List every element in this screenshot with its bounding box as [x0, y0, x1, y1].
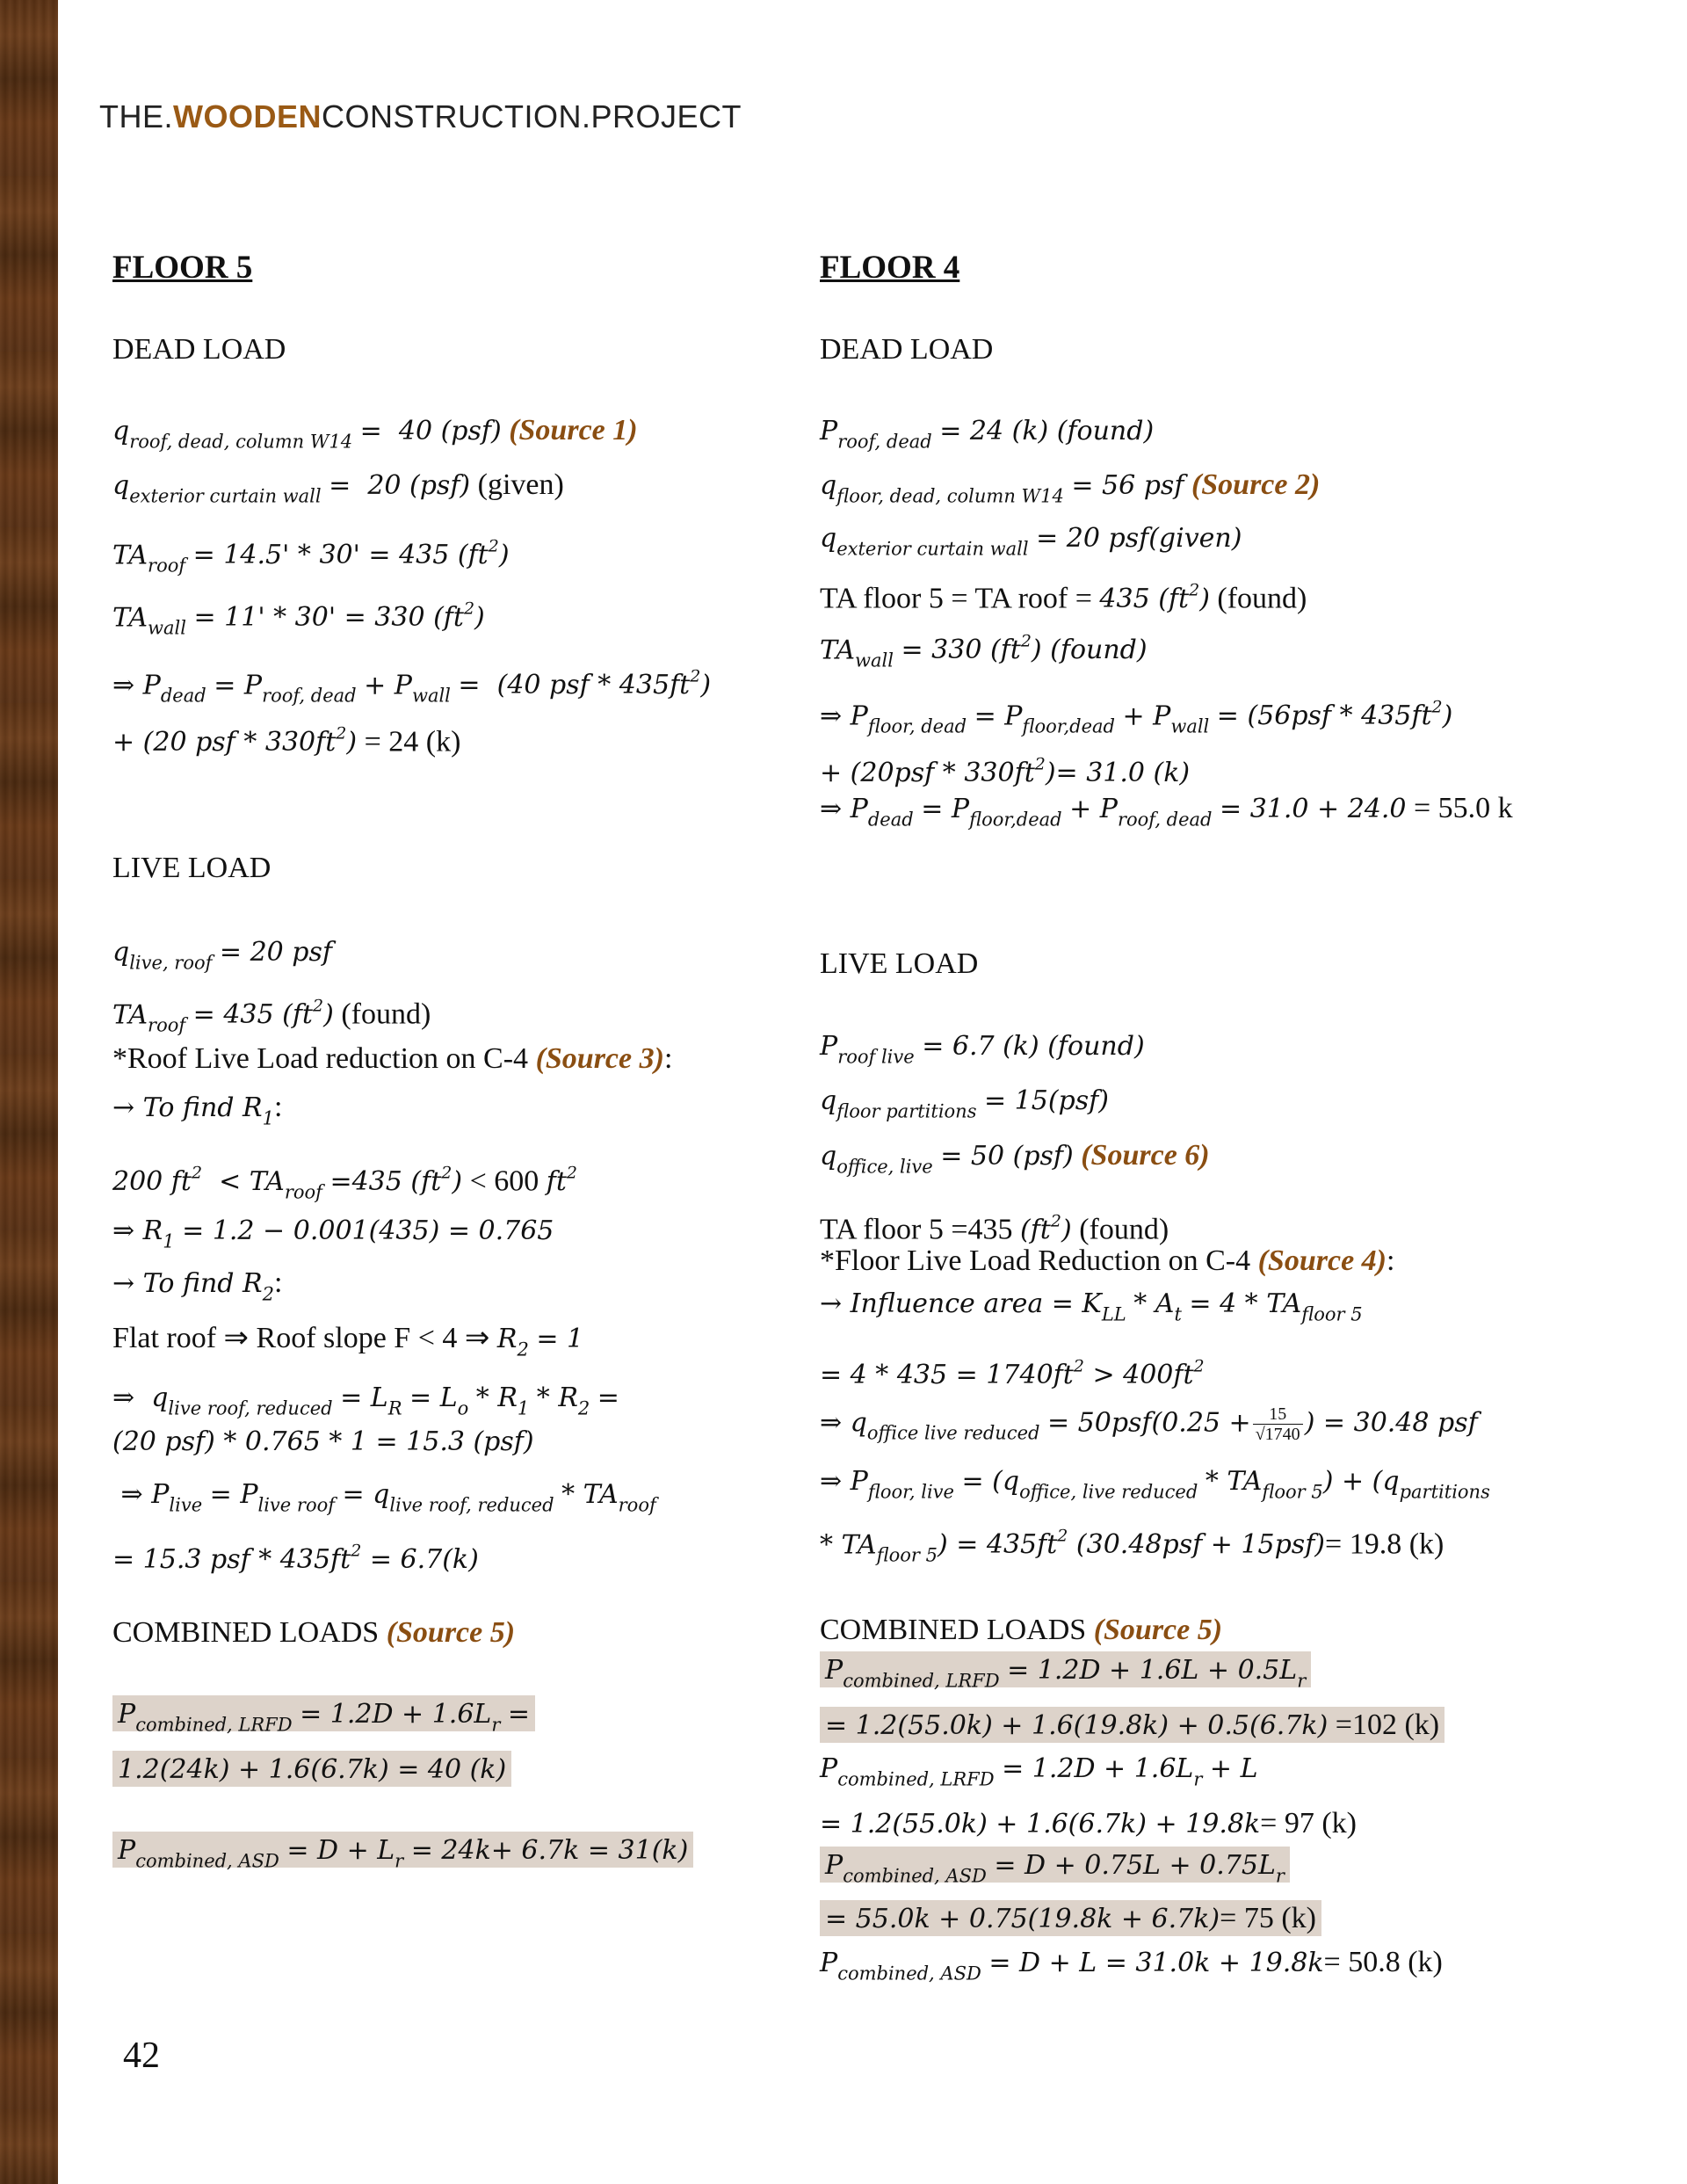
eq-q-floor-partitions: $q_{floor partitions} = 15(psf)$	[820, 1085, 1109, 1122]
eq-r1: ⇒ $R_1 = 1.2 - 0.001(435) = 0.765$	[112, 1215, 554, 1252]
eq-q-roof-dead: $q_{roof, dead, column W14} = 40$ (psf) (Source 1)	[112, 414, 638, 453]
eq-p-floor-dead-2: + $(20psf * 330ft^2)= 31.0$ (k)	[820, 755, 1191, 789]
floor5-dead-load-title: DEAD LOAD	[112, 333, 286, 366]
roof-live-reduction-text: *Roof Live Load reduction on C-4 (Source 3):	[112, 1042, 673, 1075]
eq-f4-lrfd1-a: $P_{combined, LRFD} = 1.2D + 1.6L + 0.5L_r$	[820, 1652, 1311, 1698]
eq-r2: Flat roof ⇒ Roof slope F < 4 ⇒ $R_2 = 1$	[112, 1322, 584, 1360]
eq-p-dead-2: + (20 psf * $330ft^2) = 24$ (k)	[112, 724, 461, 758]
eq-ta-floor5: TA floor 5 = TA roof = 435 $(ft^2)$ (found)	[820, 581, 1307, 615]
eq-lrfd-1: $P_{combined, LRFD} = 1.2D + 1.6L_r$ =	[112, 1696, 535, 1742]
eq-q-office-reduced: ⇒ $q_{office live reduced} = 50psf(0.25$ + $\frac{15}{√1740}$ ) = 30.48 psf	[820, 1404, 1478, 1444]
eq-p-floor-live-1: ⇒ $P_{floor, live} = (q_{office, live reduced} * TA_{floor 5}) + (q_{partitions}$	[820, 1466, 1490, 1503]
eq-ta-range: 200 $ft^2 < TA_{roof} =435$ $(ft^2) < 600$ $ft^2$	[112, 1164, 578, 1203]
eq-ta-floor5-live: TA floor 5 =435 $(ft^2)$ (found)	[820, 1212, 1169, 1246]
eq-p-live-1: ⇒ $P_{live} = P_{live roof} = q_{live roof, reduced} * TA_{roof}$	[112, 1479, 656, 1516]
eq-f4-lrfd1-b: = 1.2(55.0k) + 1.6(19.8k) + 0.5(6.7k) =102 (k)	[820, 1708, 1444, 1744]
floor-live-reduction-text: *Floor Live Load Reduction on C-4 (Source 4):	[820, 1244, 1395, 1277]
eq-ta-wall-4: $TA_{wall} = 330$ $(ft^2)$ (found)	[820, 632, 1148, 671]
eq-p-floor-dead-1: ⇒ $P_{floor, dead} = P_{floor,dead} + P_{wall} = (56psf * 435ft^2)$	[820, 698, 1453, 737]
eq-q-live-reduced-2: (20 psf) * 0.765 * 1 = 15.3 (psf)	[112, 1426, 534, 1457]
eq-asd: $P_{combined, ASD} = D + L_r = 24k+ 6.7k = 31(k)$	[112, 1832, 693, 1878]
eq-p-floor-live-2: * $TA_{floor 5}) = 435ft^2$ (30.48psf + 15psf)= 19.8 (k)	[820, 1527, 1444, 1566]
page-number: 42	[123, 2035, 160, 2076]
eq-p-live-2: = 15.3 psf * $435ft^2 = 6.7(k)$	[112, 1542, 479, 1576]
to-find-r2: → To find $R_2$:	[112, 1266, 283, 1305]
floor4-heading: FLOOR 4	[820, 250, 960, 286]
eq-f4-asd1-a: $P_{combined, ASD} = D + 0.75L + 0.75L_r$	[820, 1847, 1290, 1893]
to-find-r1: → To find $R_1$:	[112, 1091, 283, 1129]
floor4-live-load-title: LIVE LOAD	[820, 947, 979, 980]
eq-q-curtain-wall-4: $q_{exterior curtain wall} = 20$ psf(given)	[820, 523, 1242, 560]
eq-q-floor-dead: $q_{floor, dead, column W14} = 56$ psf (Source 2)	[820, 468, 1321, 507]
floor5-combined-title: COMBINED LOADS (Source 5)	[112, 1616, 516, 1649]
eq-q-live-reduced-1: ⇒ $q_{live roof, reduced} = L_R = L_o * R_1 * R_2$ =	[112, 1382, 619, 1419]
eq-influence-value: = $4 * 435 = 1740ft^2 > 400ft^2$	[820, 1357, 1205, 1391]
eq-influence-area: → Influence area = $K_{LL} * A_t = 4 * TA_{floor 5}$	[820, 1288, 1363, 1325]
eq-q-live-roof: $q_{live, roof} = 20$ psf	[112, 937, 332, 974]
eq-p-roof-dead: $P_{roof, dead} = 24$ (k) (found)	[820, 416, 1155, 453]
brand-header: THE.WOODENCONSTRUCTION.PROJECT	[99, 98, 742, 134]
wood-sidebar	[0, 0, 58, 2184]
floor4-combined-title: COMBINED LOADS (Source 5)	[820, 1614, 1223, 1646]
floor5-heading: FLOOR 5	[112, 250, 253, 286]
eq-ta-roof-found: $TA_{roof} = 435$ $(ft^2)$ (found)	[112, 997, 431, 1036]
eq-f4-asd1-b: = 55.0k + 0.75(19.8k + 6.7k)= 75 (k)	[820, 1901, 1321, 1937]
eq-f4-lrfd2-b: = 1.2(55.0k) + 1.6(6.7k) + 19.8k= 97 (k)	[820, 1807, 1357, 1839]
eq-f4-asd2: $P_{combined, ASD} = D + L = 31.0k + 19.8k= 50.8$ (k)	[820, 1946, 1443, 1984]
eq-p-dead-1: ⇒ $P_{dead} = P_{roof, dead} + P_{wall} = (40$ psf * $435ft^2$)	[112, 667, 712, 707]
eq-q-office-live: $q_{office, live} = 50$ (psf) (Source 6)	[820, 1139, 1210, 1178]
eq-p-roof-live: $P_{roof live} = 6.7$ (k) (found)	[820, 1031, 1145, 1068]
floor5-live-load-title: LIVE LOAD	[112, 852, 272, 884]
eq-q-curtain-wall: $q_{exterior curtain wall} = 20$ (psf) (given)	[112, 468, 564, 507]
eq-f4-lrfd2-a: $P_{combined, LRFD} = 1.2D + 1.6L_r + L$	[820, 1753, 1258, 1790]
eq-ta-roof: $TA_{roof} = 14.5' * 30' = 435$ $(ft^2)$	[112, 537, 510, 577]
eq-ta-wall: $TA_{wall} = 11' * 30' = 330$ $(ft^2)$	[112, 599, 485, 639]
eq-lrfd-2: 1.2(24k) + 1.6(6.7k) = 40 (k)	[112, 1752, 511, 1788]
floor4-dead-load-title: DEAD LOAD	[820, 333, 994, 366]
eq-p-dead-total: ⇒ $P_{dead} = P_{floor,dead} + P_{roof, dead} = 31.0 + 24.0 = 55.0$ k	[820, 792, 1513, 831]
